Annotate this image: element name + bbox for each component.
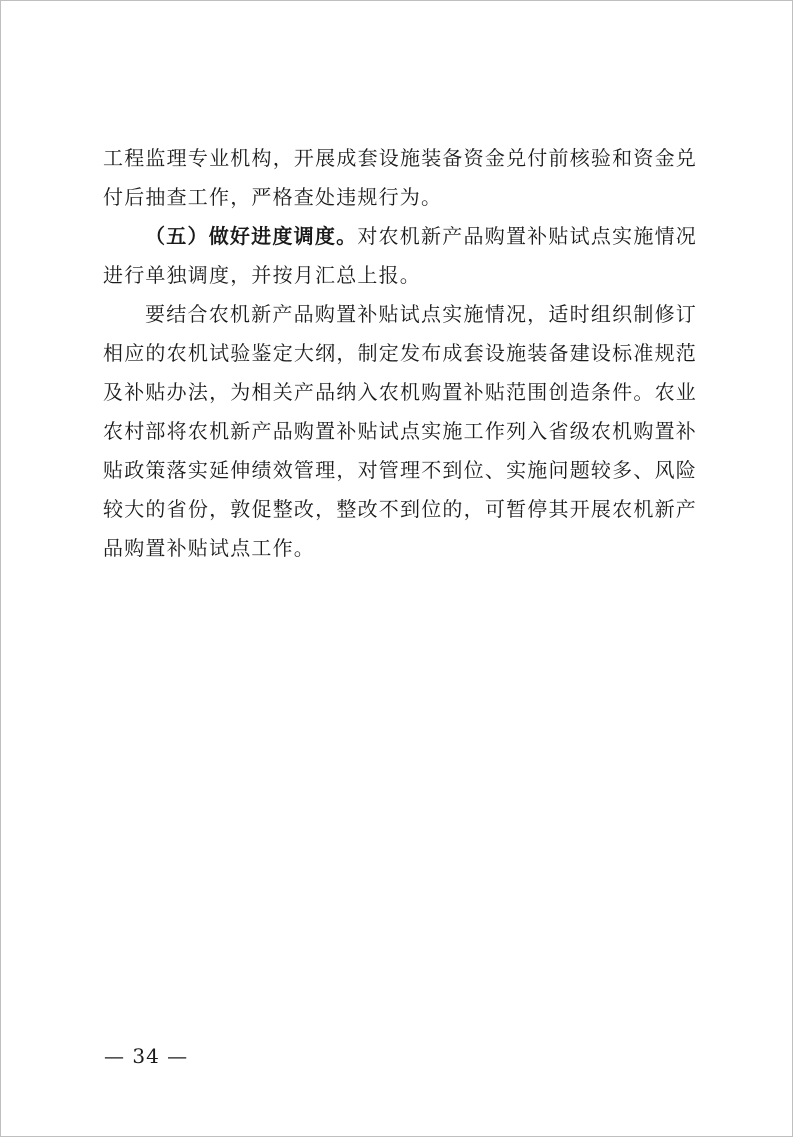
paragraph-text: 对农机新产品购置补贴试点实施情况进行单独调度，并按月汇总上报。: [103, 224, 698, 287]
paragraph-continued: [103, 139, 697, 217]
page-number: — 34 —: [104, 1044, 189, 1068]
paragraph-requirements: [103, 295, 697, 568]
paragraph-text: 要结合农机新产品购置补贴试点实施情况，适时组织制修订相应的农机试验鉴定大纲，制定发布成套设施装备建设标准规范及补贴办法，为相关产品纳入农机购置补贴范围创造条件。农业农村部将农机新产品购置补贴试点实施工作列入省级农机购置补贴政策落实延伸绩效管理，对管理不到位、实施问题较多、风险较大的省份，敦促整改，整改不到位的，可暂停其开展农机新产品购置补贴试点工作。: [103, 302, 697, 560]
section-heading: （五）做好进度调度。: [145, 224, 358, 248]
paragraph-text: 工程监理专业机构，开展成套设施装备资金兑付前核验和资金兑付后抽查工作，严格查处违规行为。: [103, 146, 697, 209]
document-body: [103, 139, 697, 568]
paragraph-section-five: [103, 217, 697, 295]
